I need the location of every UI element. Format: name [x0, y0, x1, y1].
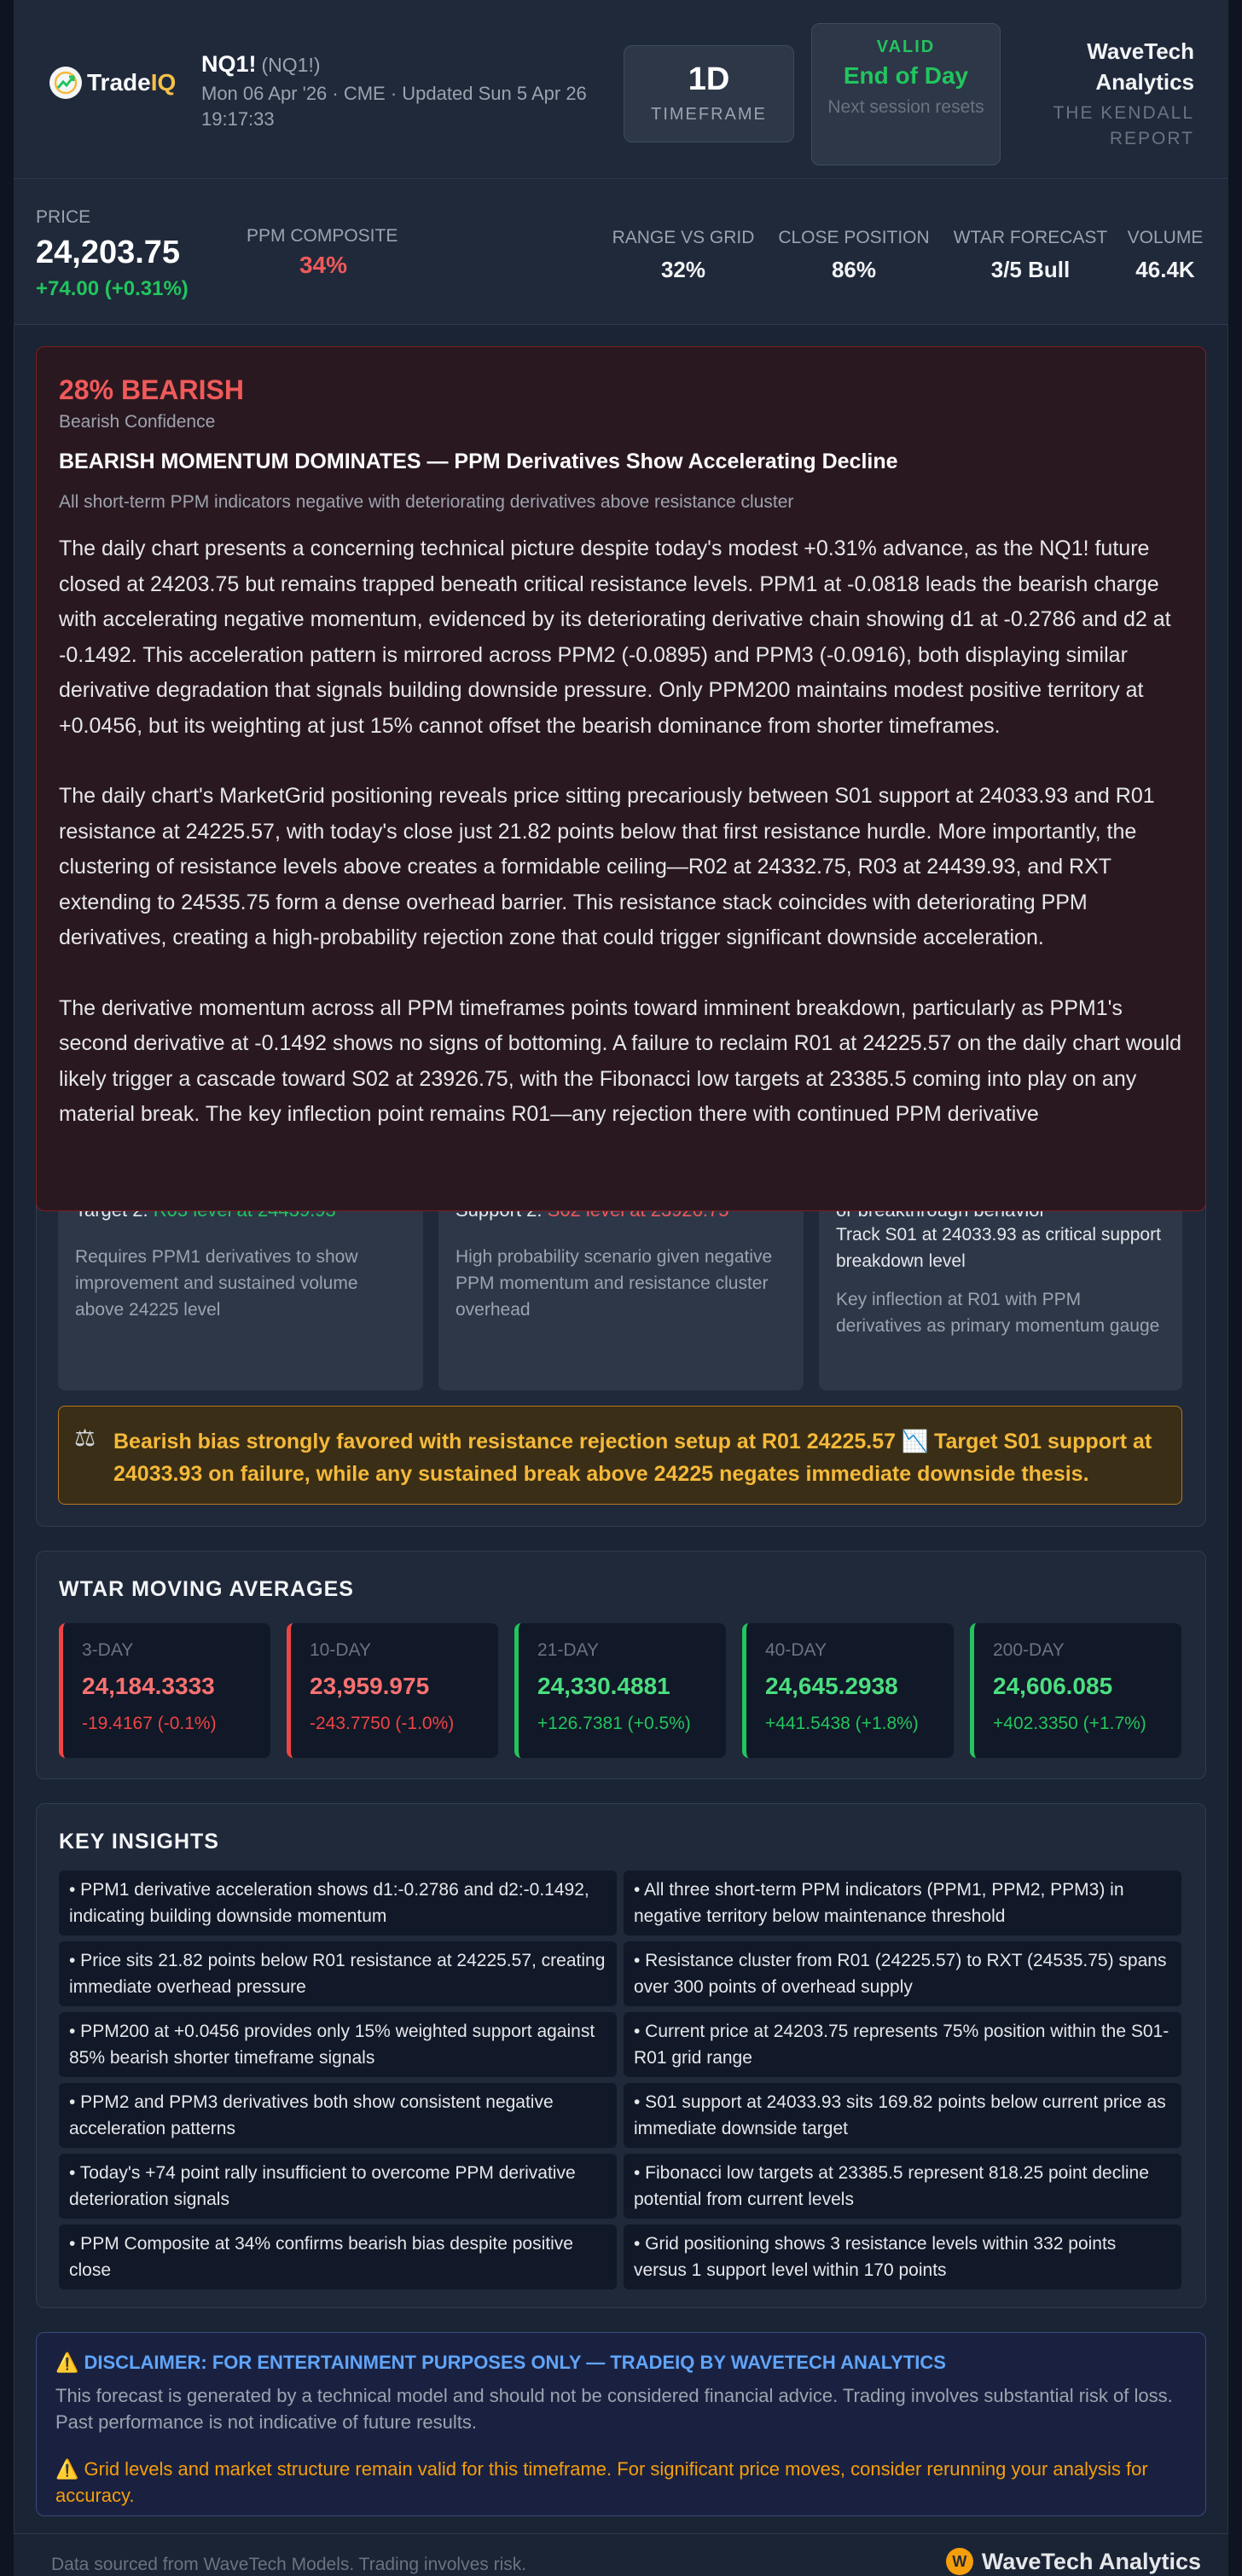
- verdict-banner: [58, 1406, 1182, 1505]
- valid-label: VALID: [876, 38, 936, 56]
- ma-change: +441.5438 (+1.8%): [765, 1714, 919, 1733]
- stat-label: VOLUME: [1127, 228, 1204, 247]
- footer-brand[interactable]: [946, 2548, 1201, 2575]
- scenario-bearish: [438, 1194, 804, 1390]
- bearish-analysis-panel[interactable]: [36, 346, 1206, 1211]
- ma-card: [970, 1623, 1181, 1758]
- stat-value: 3/5 Bull: [990, 257, 1071, 282]
- insight-item: • PPM1 derivative acceleration shows d1:-0.2786 and d2:-0.1492, indicating building downside momentum: [59, 1871, 617, 1935]
- footer-text: Data sourced from WaveTech Models. Trading involves risk.: [51, 2555, 527, 2574]
- valid-sub: Next session resets: [827, 97, 984, 117]
- bearish-subhead: All short-term PPM indicators negative with deteriorating derivatives above resistance cluster: [59, 492, 794, 512]
- insight-item: • S01 support at 24033.93 sits 169.82 points below current price as immediate downside target: [624, 2083, 1181, 2148]
- insight-item: • Fibonacci low targets at 23385.5 represent 818.25 point decline potential from current levels: [624, 2154, 1181, 2219]
- insight-item: • Today's +74 point rally insufficient to overcome PPM derivative deterioration signals: [59, 2154, 617, 2219]
- stat-close-position: [773, 228, 935, 283]
- timeframe-value: 1D: [688, 61, 730, 97]
- stat-value: 86%: [831, 257, 877, 282]
- price-change: +74.00 (+0.31%): [36, 277, 189, 300]
- section-title: KEY INSIGHTS: [59, 1830, 219, 1854]
- logo[interactable]: [49, 67, 176, 99]
- footer-brand-name: WaveTech Analytics: [981, 2548, 1201, 2574]
- ma-value: 24,606.085: [993, 1673, 1113, 1699]
- ma-card: [59, 1623, 270, 1758]
- stat-value: 46.4K: [1135, 257, 1195, 282]
- logo-text: TradeIQ: [87, 69, 177, 96]
- brand-block: [998, 36, 1194, 152]
- ma-label: 40-DAY: [765, 1640, 827, 1660]
- bearish-headline: BEARISH MOMENTUM DOMINATES — PPM Derivatives Show Accelerating Decline: [59, 450, 898, 473]
- stat-volume: [1123, 228, 1208, 283]
- ma-card: [287, 1623, 498, 1758]
- scenario-desc: Requires PPM1 derivatives to show improvement and sustained volume above 24225 level: [75, 1247, 358, 1320]
- header: [14, 0, 1228, 179]
- ma-label: 10-DAY: [310, 1640, 371, 1660]
- ticker-symbol: NQ1!: [201, 51, 257, 77]
- valid-main: End of Day: [843, 62, 969, 89]
- insight-item: • PPM Composite at 34% confirms bearish bias despite positive close: [59, 2225, 617, 2289]
- price-value: 24,203.75: [36, 235, 181, 270]
- insight-item: • Resistance cluster from R01 (24225.57) to RXT (24535.75) spans over 300 points of overhead supply: [624, 1941, 1181, 2006]
- ma-label: 3-DAY: [82, 1640, 134, 1660]
- bearish-paragraph: The derivative momentum across all PPM timeframes points toward imminent breakdown, particularly as PPM1's second derivative at -0.1492 shows no signs of bottoming. A failure to reclaim R01 at 24225.57 on the daily chart would likely trigger a cascade toward S02 at 23926.75, with the Fibonacci low targets at 23385.5 coming into play on any material break. The key inflection point remains R01—any rejection there with continued PPM derivative: [59, 995, 1182, 1126]
- stat-label: RANGE VS GRID: [612, 228, 755, 247]
- insight-item: • Current price at 24203.75 represents 75% position within the S01-R01 grid range: [624, 2012, 1181, 2077]
- ticker-info: [201, 51, 628, 132]
- insight-item: • Price sits 21.82 points below R01 resistance at 24225.57, creating immediate overhead pressure: [59, 1941, 617, 2006]
- scenario-bullish: [58, 1194, 423, 1390]
- ticker-meta: Mon 06 Apr '26 · CME · Updated Sun 5 Apr 26 19:17:33: [201, 83, 587, 130]
- ma-change: -19.4167 (-0.1%): [82, 1714, 217, 1733]
- stat-range-vs-grid: [611, 228, 756, 283]
- scale-icon: ⚖: [74, 1424, 96, 1451]
- ma-value: 23,959.975: [310, 1673, 430, 1699]
- section-title: WTAR MOVING AVERAGES: [59, 1577, 354, 1601]
- insight-item: • PPM2 and PPM3 derivatives both show consistent negative acceleration patterns: [59, 2083, 617, 2148]
- ma-label: 200-DAY: [993, 1640, 1065, 1660]
- insight-item: • Grid positioning shows 3 resistance levels within 332 points versus 1 support level within 170 points: [624, 2225, 1181, 2289]
- disclaimer-heading: ⚠️ DISCLAIMER: FOR ENTERTAINMENT PURPOSES ONLY — TRADEIQ BY WAVETECH ANALYTICS: [55, 2352, 946, 2373]
- stat-label: CLOSE POSITION: [778, 228, 930, 247]
- footer: [14, 2533, 1228, 2576]
- scenario-desc: High probability scenario given negative PPM momentum and resistance cluster overhead: [456, 1247, 773, 1320]
- insight-item: • All three short-term PPM indicators (PPM1, PPM2, PPM3) in negative territory below maintenance threshold: [624, 1871, 1181, 1935]
- ma-change: +126.7381 (+0.5%): [537, 1714, 691, 1733]
- disclaimer-warning: ⚠️ Grid levels and market structure remain valid for this timeframe. For significant price moves, consider rerunning your analysis for accuracy.: [55, 2458, 1148, 2506]
- wavetech-logo-icon: W: [946, 2548, 973, 2575]
- metrics-bar: [14, 180, 1228, 325]
- ma-change: -243.7750 (-1.0%): [310, 1714, 455, 1733]
- bearish-percent: 28% BEARISH: [59, 374, 244, 405]
- price-label: PRICE: [36, 207, 91, 227]
- ma-value: 24,645.2938: [765, 1673, 898, 1699]
- scenario-desc: Track S01 at 24033.93 as critical support breakdown level: [836, 1225, 1161, 1271]
- timeframe-label: TIMEFRAME: [651, 105, 767, 124]
- bearish-body: [59, 531, 1185, 1168]
- ma-label: 21-DAY: [537, 1640, 599, 1660]
- ma-card: [742, 1623, 954, 1758]
- ticker-subsymbol: (NQ1!): [261, 54, 321, 76]
- verdict-text: Bearish bias strongly favored with resistance rejection setup at R01 24225.57 📉 Target S01 support at 24033.93 on failure, while any sustained break above 24225 negates immediate downside thesis.: [113, 1430, 1152, 1486]
- bearish-paragraph: The daily chart presents a concerning technical picture despite today's modest +0.31% advance, as the NQ1! future closed at 24203.75 but remains trapped beneath critical resistance levels. PPM1 at -0.0818 leads the bearish charge with accelerating negative momentum, evidenced by its deteriorating derivative chain showing d1 at -0.2786 and d2 at -0.1492. This acceleration pattern is mirrored across PPM2 (-0.0895) and PPM3 (-0.0916), both displaying similar derivative degradation that signals building downside pressure. Only PPM200 maintains modest positive territory at +0.0456, but its weighting at just 15% cannot offset the bearish dominance from shorter timeframes.: [59, 537, 1171, 738]
- validity-box: [811, 23, 1001, 165]
- scenario-desc: Key inflection at R01 with PPM derivatives as primary momentum gauge: [836, 1290, 1160, 1336]
- key-insights: [36, 1803, 1206, 2308]
- stat-label: WTAR FORECAST: [953, 228, 1108, 247]
- brand-name: WaveTech Analytics: [1087, 38, 1194, 95]
- ma-card: [514, 1623, 726, 1758]
- chart-logo-icon: [49, 67, 82, 99]
- ppm-composite-value: 34%: [299, 252, 348, 278]
- timeframe-box[interactable]: [624, 45, 794, 142]
- ma-value: 24,330.4881: [537, 1673, 670, 1699]
- ma-change: +402.3350 (+1.7%): [993, 1714, 1146, 1733]
- ppm-composite-label: PPM COMPOSITE: [247, 226, 398, 246]
- bearish-confidence: Bearish Confidence: [59, 412, 216, 432]
- brand-report: THE KENDALL REPORT: [1053, 103, 1194, 148]
- ma-value: 24,184.3333: [82, 1673, 215, 1699]
- disclaimer: [36, 2332, 1206, 2516]
- stat-value: 32%: [660, 257, 706, 282]
- disclaimer-body: This forecast is generated by a technical model and should not be considered financial advice. Trading involves substantial risk of loss. Past performance is not indicative of future results.: [55, 2385, 1173, 2433]
- bearish-paragraph: The daily chart's MarketGrid positioning reveals price sitting precariously between S01 support at 24033.93 and R01 resistance at 24225.57, with today's close just 21.82 points below that first resistance hurdle. More importantly, the clustering of resistance levels above creates a formidable ceiling—R02 at 24332.75, R03 at 24439.93, and RXT extending to 24535.75 form a dense overhead barrier. This resistance stack coincides with deteriorating PPM derivatives, creating a high-probability rejection zone that could trigger significant downside acceleration.: [59, 784, 1155, 949]
- insight-item: • PPM200 at +0.0456 provides only 15% weighted support against 85% bearish shorter timeframe signals: [59, 2012, 617, 2077]
- stat-wtar-forecast: [949, 228, 1111, 283]
- scenario-watch: [819, 1194, 1182, 1390]
- wtar-moving-averages: [36, 1551, 1206, 1779]
